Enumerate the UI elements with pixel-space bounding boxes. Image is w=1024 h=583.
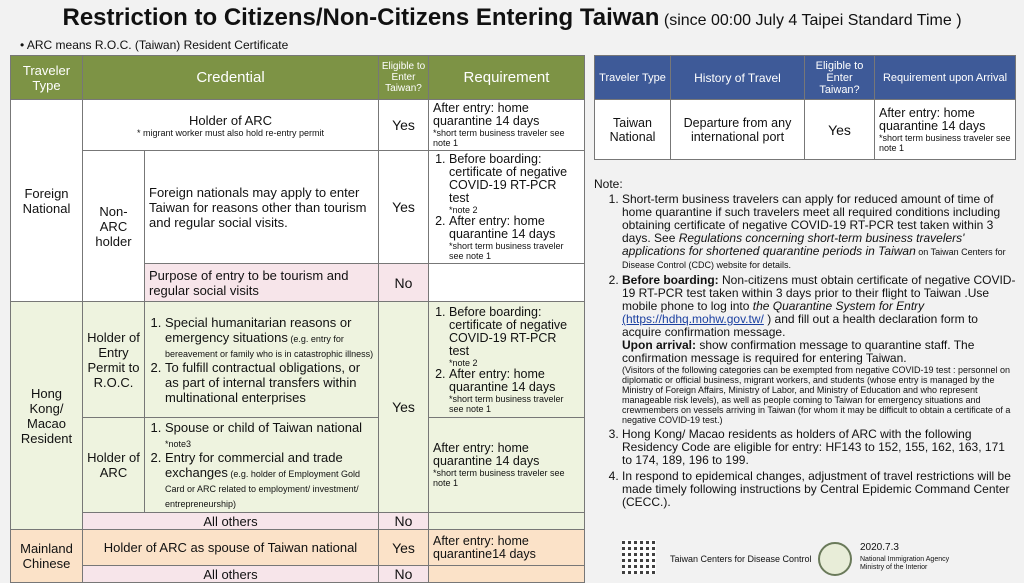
non-arc-req-1-sup: *note 2 — [449, 205, 478, 215]
hk-arc-reason-2: Entry for commercial and trade exchanges — [165, 450, 343, 480]
note-2-exemptions: (Visitors of the following categories can be exempted from negative COVID-19 test : personnel on diplomatic or official business, migrant workers, and students (whose entry is managed by the Ministry of Foreign Affairs, Ministry of Labor, and Ministry of Education and who represent manageable risk levels), as well as people coming to Taiwan for emergency situations and crewmembers on vessels arriving in Taiwan (for whom it may be difficult to obtain a certificate of a negative COVID-19 test.) — [622, 365, 1011, 425]
non-arc-reason: Foreign nationals may apply to enter Taiwan for reasons other than tourism and regular social visits. — [145, 151, 379, 264]
hk-arc-req-note: *short term business traveler see note 1 — [433, 468, 565, 488]
note-1 — [622, 193, 1018, 271]
hk-arc-req: After entry: home quarantine 14 days — [433, 441, 540, 468]
note-2-text-b: ) and fill out a health declaration form to acquire confirmation message. — [622, 312, 978, 339]
non-arc-eligible: Yes — [379, 151, 429, 264]
hk-all-others: All others — [83, 513, 379, 530]
nia-seal-icon — [818, 542, 852, 576]
entry-permit-label: Holder of Entry Permit to R.O.C. — [83, 302, 145, 418]
note-2-bold-upon-arrival: Upon arrival: — [622, 338, 697, 352]
rt-req-main: After entry: home quarantine 14 days — [879, 105, 986, 133]
footer — [622, 540, 1018, 576]
non-arc-label: Non-ARC holder — [83, 151, 145, 302]
mainland-eligible: Yes — [379, 530, 429, 566]
note-3: 3. Hong Kong/ Macao residents as holders of ARC with the following Residency Code are eligible for entry: HF143 to 152, 155, 162, 163, 171 to 174, 189, 196 to 199. — [622, 428, 1018, 467]
type-mainland: Mainland Chinese — [11, 530, 83, 583]
note-2-text-c: show confirmation message to quarantine staff. The confirmation message is required for entering Taiwan. — [622, 338, 975, 365]
note-1-text-b: on Taiwan Centers for Disease Control (CDC) website for details. — [622, 247, 1006, 270]
tourism-requirement-empty — [429, 264, 585, 302]
arc-definition-note: • ARC means R.O.C. (Taiwan) Resident Certificate — [20, 38, 289, 52]
note-1-italic: Regulations concerning short-term business travelers' applications for shortened quarantine periods in Taiwan — [622, 231, 965, 258]
non-arc-req-1: Before boarding: certificate of negative COVID-19 RT-PCR test — [449, 152, 568, 205]
rt-header-traveler-type: Traveler Type — [595, 56, 671, 100]
arc-holder-requirement — [429, 100, 585, 151]
entry-permit-reason-1-small: (e.g. entry for bereavement or family who is in catastrophic illness) — [165, 333, 374, 359]
header-eligible: Eligible to Enter Taiwan? — [379, 56, 429, 100]
rt-requirement — [875, 100, 1016, 160]
header-credential: Credential — [83, 56, 379, 100]
entry-permit-reason-1: Special humanitarian reasons or emergency situations — [165, 314, 352, 345]
left-restriction-table — [10, 55, 585, 583]
mainland-all-others-eligible: No — [379, 566, 429, 583]
arc-holder-note: * migrant worker must also hold re-entry permit — [136, 127, 325, 138]
right-citizen-table — [594, 55, 1016, 160]
nia-line-1: National Immigration Agency — [860, 556, 950, 563]
hk-all-others-eligible: No — [379, 513, 429, 530]
notes-heading: Note: — [594, 177, 623, 191]
arc-holder-req-main: After entry: home quarantine 14 days — [433, 101, 540, 128]
note-2-bold-before-boarding: Before boarding: — [622, 273, 719, 287]
hk-macao-eligible: Yes — [379, 302, 429, 513]
note-1-text-a: Short-term business travelers can apply for reduced amount of time of home quarantine if such travelers meet all required conditions including obtaining certificate of negative COVID-19 RT-PCR test taken within 3 days. See — [622, 192, 1001, 245]
hk-arc-reason-1-note: *note3 — [165, 439, 192, 449]
type-foreign-national: Foreign National — [11, 100, 83, 302]
note-2 — [622, 274, 1018, 425]
arc-holder-req-note: *short term business traveler see note 1 — [433, 128, 565, 148]
rt-type-taiwan-national: Taiwan National — [595, 100, 671, 160]
header-traveler-type: Traveler Type — [11, 56, 83, 100]
arc-holder-cell — [83, 100, 379, 151]
type-hk-macao: Hong Kong/ Macao Resident — [11, 302, 83, 530]
hk-arc-reason-2-small: (e.g. holder of Employment Gold Card or ARC related to employment/ investment/ entrepreneurship) — [165, 469, 360, 509]
mainland-all-others-requirement-empty — [429, 566, 585, 583]
entry-permit-reason-2: To fulfill contractual obligations, or as part of internal transfers within multinational enterprises — [165, 359, 361, 405]
rt-header-eligible: Eligible to Enter Taiwan? — [805, 56, 875, 100]
entry-permit-req-1: Before boarding: certificate of negative COVID-19 RT-PCR test — [449, 304, 568, 358]
tourism-purpose: Purpose of entry to be tourism and regular social visits — [145, 264, 379, 302]
entry-permit-req-2: After entry: home quarantine 14 days — [449, 366, 556, 394]
hk-arc-reason-1: Spouse or child of Taiwan national — [165, 420, 363, 435]
mainland-arc-spouse: Holder of ARC as spouse of Taiwan national — [83, 530, 379, 566]
entry-permit-reasons — [145, 302, 379, 418]
rt-history: Departure from any international port — [671, 100, 805, 160]
quarantine-system-link[interactable]: (https://hdhq.mohw.gov.tw/ — [622, 312, 764, 326]
hk-all-others-requirement-empty — [429, 513, 585, 530]
rt-header-history: History of Travel — [671, 56, 805, 100]
cdc-label: Taiwan Centers for Disease Control — [670, 554, 812, 564]
rt-header-requirement: Requirement upon Arrival — [875, 56, 1016, 100]
title-main: Restriction to Citizens/Non-Citizens Entering Taiwan — [62, 4, 660, 31]
arc-holder-eligible: Yes — [379, 100, 429, 151]
entry-permit-req-2-note: *short term business traveler see note 1 — [449, 393, 564, 414]
non-arc-requirement — [429, 151, 585, 264]
mainland-requirement: After entry: home quarantine14 days — [429, 530, 585, 566]
qr-code-icon — [622, 540, 656, 574]
note-2-text-a: Non-citizens must obtain certificate of negative COVID-19 RT-PCR test taken within 3 days prior to their flight to Taiwan .Use mobile phone to log into — [622, 273, 1016, 313]
hk-arc-reasons — [145, 418, 379, 513]
rt-req-note: *short term business traveler see note 1 — [879, 132, 1011, 153]
title-sub: (since 00:00 July 4 Taipei Standard Time ) — [663, 12, 962, 29]
nia-line-2: Ministry of the Interior — [860, 564, 928, 571]
tourism-eligible: No — [379, 264, 429, 302]
hk-arc-label: Holder of ARC — [83, 418, 145, 513]
header-requirement: Requirement — [429, 56, 585, 100]
arc-holder-title: Holder of ARC — [188, 112, 273, 128]
page-title — [0, 4, 1024, 32]
footer-date: 2020.7.3 — [860, 542, 899, 553]
note-2-italic: the Quarantine System for Entry — [752, 299, 925, 313]
mainland-all-others: All others — [83, 566, 379, 583]
hk-arc-requirement — [429, 418, 585, 513]
non-arc-req-2: After entry: home quarantine 14 days — [449, 214, 556, 241]
entry-permit-requirement — [429, 302, 585, 418]
entry-permit-req-1-sup: *note 2 — [449, 357, 478, 368]
nia-label — [860, 556, 949, 572]
non-arc-req-2-note: *short term business traveler see note 1 — [449, 241, 564, 261]
notes-section — [594, 178, 1018, 512]
rt-eligible: Yes — [805, 100, 875, 160]
note-4: 4. In respond to epidemical changes, adjustment of travel restrictions will be made timely following instructions by Central Epidemic Command Center (CECC.). — [622, 470, 1018, 509]
